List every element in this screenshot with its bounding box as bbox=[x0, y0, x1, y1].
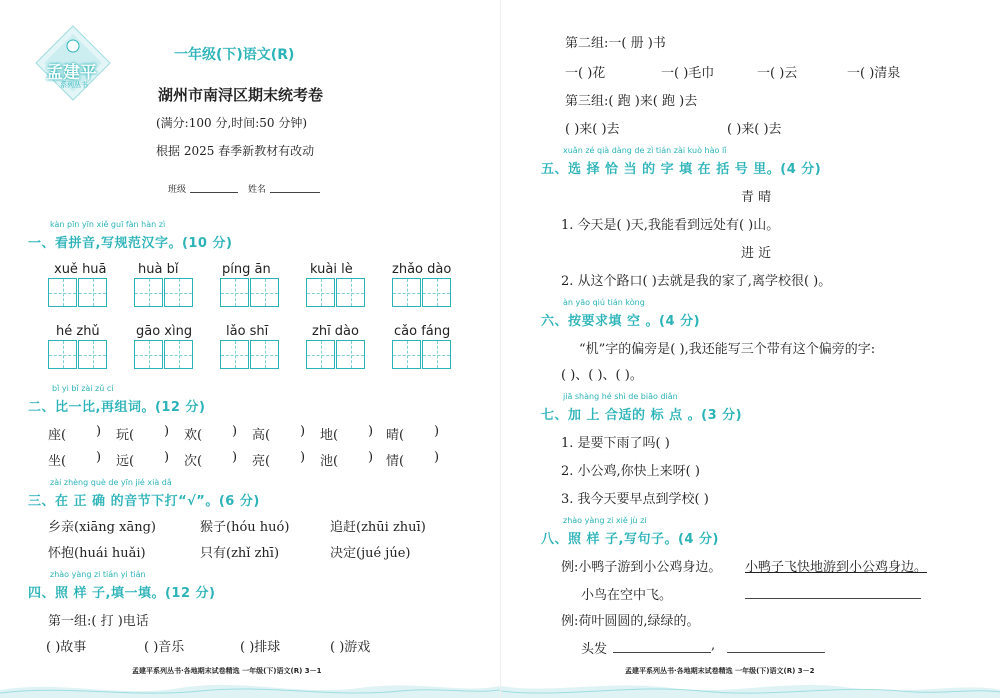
s2-title: 二、比一比,再组词。(12 分) bbox=[28, 400, 206, 415]
fill-blank[interactable]: 一( )清泉 bbox=[847, 66, 901, 81]
group2-example: 第二组:一( 册 )书 bbox=[565, 36, 666, 51]
compare-item: 欢( bbox=[184, 428, 203, 443]
compare-item: ) bbox=[434, 450, 440, 465]
answer-line[interactable] bbox=[727, 652, 825, 653]
writing-grid-cell[interactable] bbox=[392, 340, 421, 369]
compare-item: ) bbox=[368, 424, 374, 439]
fill-blank[interactable]: ( )来( )去 bbox=[565, 122, 620, 137]
writing-grid-cell[interactable] bbox=[392, 278, 421, 307]
s1-title: 一、看拼音,写规范汉字。(10 分) bbox=[28, 236, 233, 251]
s6-title: 六、按要求填 空 。(4 分) bbox=[541, 314, 701, 329]
page-footer: 孟建平系列丛书·各地期末试卷精选 一年级(下)语文(R) 3－2 bbox=[625, 667, 815, 675]
syllable-choice[interactable]: 怀抱(huái huǎi) bbox=[48, 546, 146, 561]
writing-grid-cell[interactable] bbox=[306, 340, 335, 369]
compare-item: 亮( bbox=[252, 454, 271, 469]
s4-pinyin: zhào yàng zi tián yi tián bbox=[50, 570, 146, 579]
page-footer: 孟建平系列丛书·各地期末试卷精选 一年级(下)语文(R) 3－1 bbox=[132, 667, 322, 675]
writing-grid-cell[interactable] bbox=[134, 340, 163, 369]
writing-grid-cell[interactable] bbox=[422, 278, 451, 307]
logo-subtext: 系列丛书 bbox=[60, 81, 88, 89]
s1-pinyin-word: zhī dào bbox=[312, 324, 359, 339]
footer-wave bbox=[0, 676, 500, 698]
compare-item: 情( bbox=[386, 454, 405, 469]
writing-grid-cell[interactable] bbox=[220, 340, 249, 369]
fill-blank[interactable]: 一( )毛巾 bbox=[661, 66, 715, 81]
question: 头发 bbox=[581, 642, 608, 657]
compare-item: 晴( bbox=[386, 428, 405, 443]
class-input[interactable] bbox=[190, 192, 238, 193]
fill-blank[interactable]: ( )音乐 bbox=[144, 640, 185, 655]
publisher-logo bbox=[34, 24, 112, 102]
syllable-choice[interactable]: 猴子(hóu huó) bbox=[200, 520, 290, 535]
writing-grid-cell[interactable] bbox=[220, 278, 249, 307]
writing-grid-cell[interactable] bbox=[422, 340, 451, 369]
s6-pinyin: àn yāo qiú tián kòng bbox=[563, 298, 645, 307]
question: 小鸟在空中飞。 bbox=[581, 588, 673, 603]
writing-grid-cell[interactable] bbox=[134, 278, 163, 307]
compare-item: 高( bbox=[252, 428, 271, 443]
writing-grid-cell[interactable] bbox=[336, 278, 365, 307]
syllable-choice[interactable]: 决定(jué júe) bbox=[330, 546, 411, 561]
syllable-choice[interactable]: 追赶(zhūi zhuī) bbox=[330, 520, 426, 535]
exam-info: (满分:100 分,时间:50 分钟) bbox=[156, 116, 308, 130]
s3-pinyin: zài zhèng què de yīn jié xià dǎ bbox=[50, 478, 172, 487]
group1-example: 第一组:( 打 )电话 bbox=[48, 614, 149, 629]
name-input[interactable] bbox=[270, 192, 320, 193]
char-pair: 进 近 bbox=[741, 246, 772, 261]
answer-line[interactable] bbox=[745, 598, 921, 599]
compare-item: 次( bbox=[184, 454, 203, 469]
class-label: 班级 bbox=[168, 185, 187, 195]
compare-item: ) bbox=[368, 450, 374, 465]
s1-pinyin-word: hé zhǔ bbox=[56, 324, 100, 339]
s8-pinyin: zhào yàng zi xiě jù zi bbox=[563, 516, 647, 525]
punctuation-item[interactable]: 1. 是要下雨了吗( ) bbox=[561, 436, 670, 451]
writing-grid-cell[interactable] bbox=[250, 340, 279, 369]
fill-blank[interactable]: 一( )云 bbox=[757, 66, 798, 81]
s1-pinyin-word: zhǎo dào bbox=[392, 262, 452, 277]
compare-item: 坐( bbox=[48, 454, 67, 469]
group3-example: 第三组:( 跑 )来( 跑 )去 bbox=[565, 94, 698, 109]
compare-item: ) bbox=[96, 450, 102, 465]
compare-item: ) bbox=[164, 424, 170, 439]
compare-item: ) bbox=[434, 424, 440, 439]
compare-item: 座( bbox=[48, 428, 67, 443]
compare-item: ) bbox=[232, 450, 238, 465]
writing-grid-cell[interactable] bbox=[48, 340, 77, 369]
writing-grid-cell[interactable] bbox=[164, 340, 193, 369]
compare-item: ) bbox=[232, 424, 238, 439]
char-pair: 青 晴 bbox=[741, 190, 772, 205]
s1-pinyin-word: gāo xìng bbox=[136, 324, 193, 339]
s8-title: 八、照 样 子,写句子。(4 分) bbox=[541, 532, 719, 547]
writing-grid-cell[interactable] bbox=[336, 340, 365, 369]
s1-pinyin-word: xuě huā bbox=[54, 262, 107, 277]
compare-item: 池( bbox=[320, 454, 339, 469]
compare-item: ) bbox=[300, 450, 306, 465]
compare-item: 地( bbox=[320, 428, 339, 443]
answer-line[interactable] bbox=[613, 652, 711, 653]
s1-pinyin-word: kuài lè bbox=[310, 262, 353, 277]
question[interactable]: 2. 从这个路口( )去就是我的家了,离学校很( )。 bbox=[561, 274, 832, 289]
syllable-choice[interactable]: 乡亲(xiāng xāng) bbox=[48, 520, 156, 535]
writing-grid-cell[interactable] bbox=[250, 278, 279, 307]
footer-wave bbox=[501, 676, 1000, 698]
s7-pinyin: jiā shàng hé shì de biāo diǎn bbox=[563, 392, 678, 401]
syllable-choice[interactable]: 只有(zhǐ zhī) bbox=[200, 546, 280, 561]
fill-blank[interactable]: ( )故事 bbox=[46, 640, 87, 655]
s1-pinyin-word: cǎo fáng bbox=[394, 324, 451, 339]
name-label: 姓名 bbox=[248, 185, 267, 195]
compare-item: 玩( bbox=[116, 428, 135, 443]
question[interactable]: ( )、( )、( )。 bbox=[561, 368, 643, 383]
s5-title: 五、选 择 恰 当 的 字 填 在 括 号 里。(4 分) bbox=[541, 162, 822, 177]
comma: , bbox=[711, 638, 716, 653]
s1-pinyin-word: lǎo shī bbox=[226, 324, 269, 339]
s7-title: 七、加 上 合适的 标 点 。(3 分) bbox=[541, 408, 743, 423]
fill-blank[interactable]: ( )来( )去 bbox=[727, 122, 782, 137]
logo-text: 孟建平 bbox=[46, 63, 97, 83]
writing-grid-cell[interactable] bbox=[78, 340, 107, 369]
punctuation-item[interactable]: 3. 我今天要早点到学校( ) bbox=[561, 492, 709, 507]
compare-item: ) bbox=[96, 424, 102, 439]
grade-title: 一年级(下)语文(R) bbox=[174, 47, 295, 63]
writing-grid-cell[interactable] bbox=[306, 278, 335, 307]
right-page bbox=[500, 0, 1000, 698]
exam-note: 根据 2025 春季新教材有改动 bbox=[156, 144, 315, 158]
exam-title: 湖州市南浔区期末统考卷 bbox=[158, 86, 324, 104]
example-sentence: 例:荷叶圆圆的,绿绿的。 bbox=[561, 614, 700, 629]
punctuation-item[interactable]: 2. 小公鸡,你快上来呀( ) bbox=[561, 464, 700, 479]
s4-title: 四、照 样 子,填一填。(12 分) bbox=[28, 586, 216, 601]
question[interactable]: 1. 今天是( )天,我能看到远处有( )山。 bbox=[561, 218, 780, 233]
example-sentence: 例:小鸭子游到小公鸡身边。 bbox=[561, 560, 722, 575]
writing-grid-cell[interactable] bbox=[164, 278, 193, 307]
writing-grid-cell[interactable] bbox=[78, 278, 107, 307]
s2-pinyin: bǐ yi bǐ zài zǔ cí bbox=[52, 384, 114, 393]
question[interactable]: “机”字的偏旁是( ),我还能写三个带有这个偏旁的字: bbox=[579, 342, 876, 357]
fill-blank[interactable]: ( )排球 bbox=[240, 640, 281, 655]
s3-title: 三、在 正 确 的音节下打“√”。(6 分) bbox=[28, 494, 260, 509]
compare-item: ) bbox=[300, 424, 306, 439]
writing-grid-cell[interactable] bbox=[48, 278, 77, 307]
example-answer: 小鸭子飞快地游到小公鸡身边。 bbox=[745, 560, 928, 575]
s1-pinyin-word: huà bǐ bbox=[138, 262, 179, 277]
s5-pinyin: xuǎn zé qià dàng de zì tián zài kuò hào lǐ bbox=[563, 146, 727, 155]
s1-pinyin: kàn pīn yīn xiě guī fàn hàn zì bbox=[50, 220, 166, 229]
compare-item: 远( bbox=[116, 454, 135, 469]
fill-blank[interactable]: ( )游戏 bbox=[330, 640, 371, 655]
compare-item: ) bbox=[164, 450, 170, 465]
fill-blank[interactable]: 一( )花 bbox=[565, 66, 606, 81]
s1-pinyin-word: píng ān bbox=[222, 262, 271, 277]
